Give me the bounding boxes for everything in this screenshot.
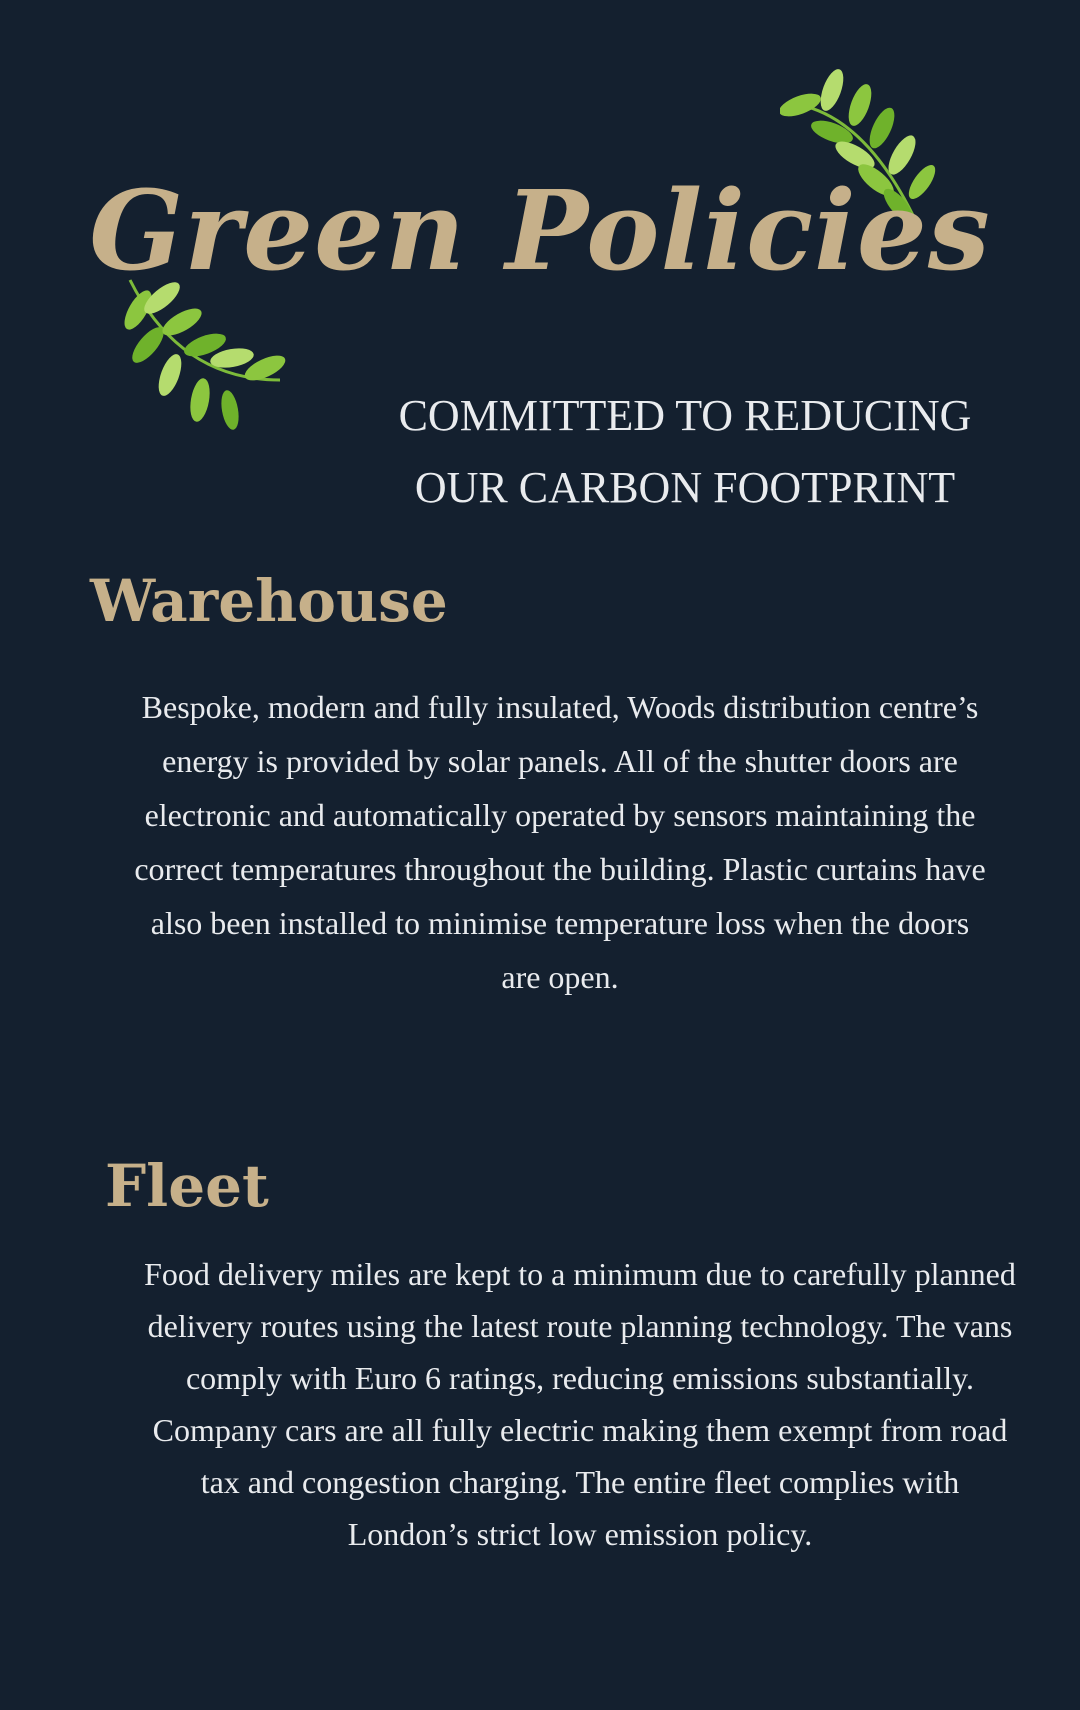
page-title: Green Policies — [89, 166, 991, 295]
subtitle-line: COMMITTED TO REDUCING — [398, 391, 972, 440]
leaf-branch-icon — [110, 270, 300, 450]
section-body-warehouse: Bespoke, modern and fully insulated, Woods distribution centre’s energy is provided by solar panels. All of the shutter doors are electronic and automatically operated by sensors maintaining the correct temperatures throughout the building. Plastic curtains have also been installed to minimise temperature loss when the doors are open. — [134, 689, 986, 995]
subtitle — [310, 380, 1060, 524]
section-body-fleet: Food delivery miles are kept to a minimum due to carefully planned delivery routes using the latest route planning technology. The vans comply with Euro 6 ratings, reducing emissions substantially. Company cars are all fully electric making them exempt from road tax and congestion charging. The entire fleet complies with London’s strict low emission policy. — [144, 1256, 1016, 1552]
section-heading-warehouse: Warehouse — [90, 567, 448, 635]
section-heading-fleet: Fleet — [105, 1152, 269, 1220]
subtitle-line: OUR CARBON FOOTPRINT — [414, 463, 956, 512]
